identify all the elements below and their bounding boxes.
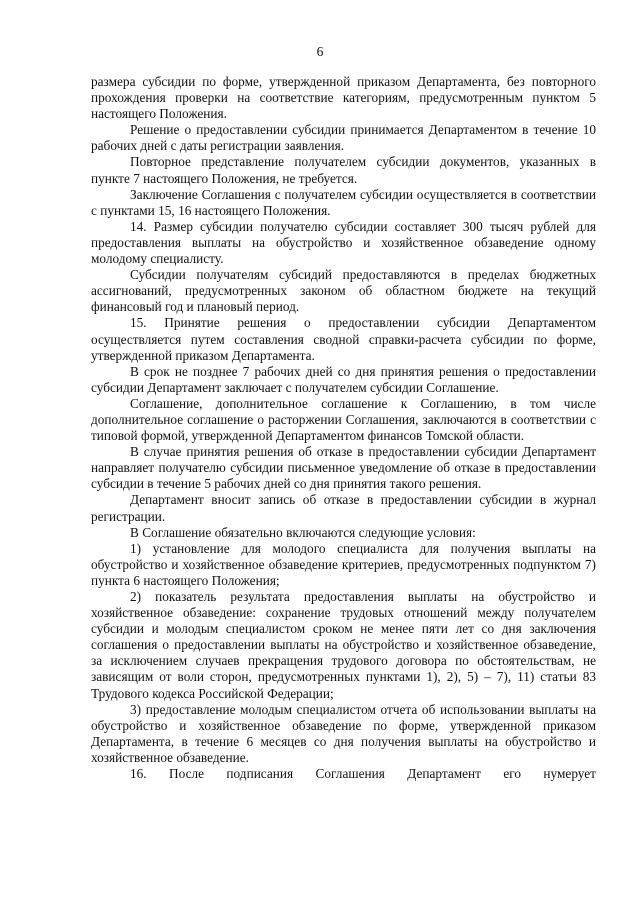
- paragraph: Заключение Соглашения с получателем субсидии осуществляется в соответствии с пунктами 15, 16 настоящего Положения.: [91, 186, 596, 218]
- document-body: [91, 74, 596, 782]
- list-item: 2) показатель результата предоставления выплаты на обустройство и хозяйственное обзаведение: сохранение трудовых отношений между получателем субсидии и молодым специалистом сроком не менее пяти лет со дня заключения соглашения о предоставлении выплаты на обустройство и хозяйственное обзаведение, за исключением случаев прекращения трудового договора по обстоятельствам, не зависящим от воли сторон, предусмотренных пунктами 1), 2), 5) – 7), 11) статьи 83 Трудового кодекса Российской Федерации;: [91, 589, 596, 701]
- paragraph: Соглашение, дополнительное соглашение к Соглашению, в том числе дополнительное соглашение о расторжении Соглашения, заключаются в соответствии с типовой формой, утвержденной Департаментом финансов Томской области.: [91, 395, 596, 444]
- paragraph: Департамент вносит запись об отказе в предоставлении субсидии в журнал регистрации.: [91, 492, 596, 524]
- paragraph: Повторное представление получателем субсидии документов, указанных в пункте 7 настоящего Положения, не требуется.: [91, 154, 596, 186]
- paragraph: В случае принятия решения об отказе в предоставлении субсидии Департамент направляет получателю субсидии письменное уведомление об отказе в предоставлении субсидии в течение 5 рабочих дней со дня принятия такого решения.: [91, 444, 596, 492]
- list-item: 1) установление для молодого специалиста для получения выплаты на обустройство и хозяйственное обзаведение критериев, предусмотренных подпунктом 7) пункта 6 настоящего Положения;: [91, 540, 596, 588]
- paragraph-item-14: 14. Размер субсидии получателю субсидии составляет 300 тысяч рублей для предоставления выплаты на обустройство и хозяйственное обзаведение одному молодому специалисту.: [91, 218, 596, 267]
- paragraph: размера субсидии по форме, утвержденной приказом Департамента, без повторного прохождения проверки на соответствие категориям, предусмотренным пунктом 5 настоящего Положения.: [91, 74, 596, 122]
- paragraph: В срок не позднее 7 рабочих дней со дня принятия решения о предоставлении субсидии Департамент заключает с получателем субсидии Соглашение.: [91, 363, 596, 395]
- paragraph: Решение о предоставлении субсидии принимается Департаментом в течение 10 рабочих дней с даты регистрации заявления.: [91, 122, 596, 154]
- paragraph: Субсидии получателям субсидий предоставляются в пределах бюджетных ассигнований, предусмотренных законом об областном бюджете на текущий финансовый год и плановый период.: [91, 267, 596, 315]
- page-number: 6: [316, 44, 324, 59]
- paragraph-item-15: 15. Принятие решения о предоставлении субсидии Департаментом осуществляется путем составления сводной справки-расчета субсидии по форме, утвержденной приказом Департамента.: [91, 315, 596, 363]
- paragraph: В Соглашение обязательно включаются следующие условия:: [130, 524, 476, 540]
- paragraph-item-16: 16. После подписания Соглашения Департамент его нумерует: [130, 766, 596, 782]
- list-item: 3) предоставление молодым специалистом отчета об использовании выплаты на обустройство и хозяйственное обзаведение по форме, утвержденной приказом Департамента, в течение 6 месяцев со дня получения выплаты на обустройство и хозяйственное обзаведение.: [91, 701, 596, 765]
